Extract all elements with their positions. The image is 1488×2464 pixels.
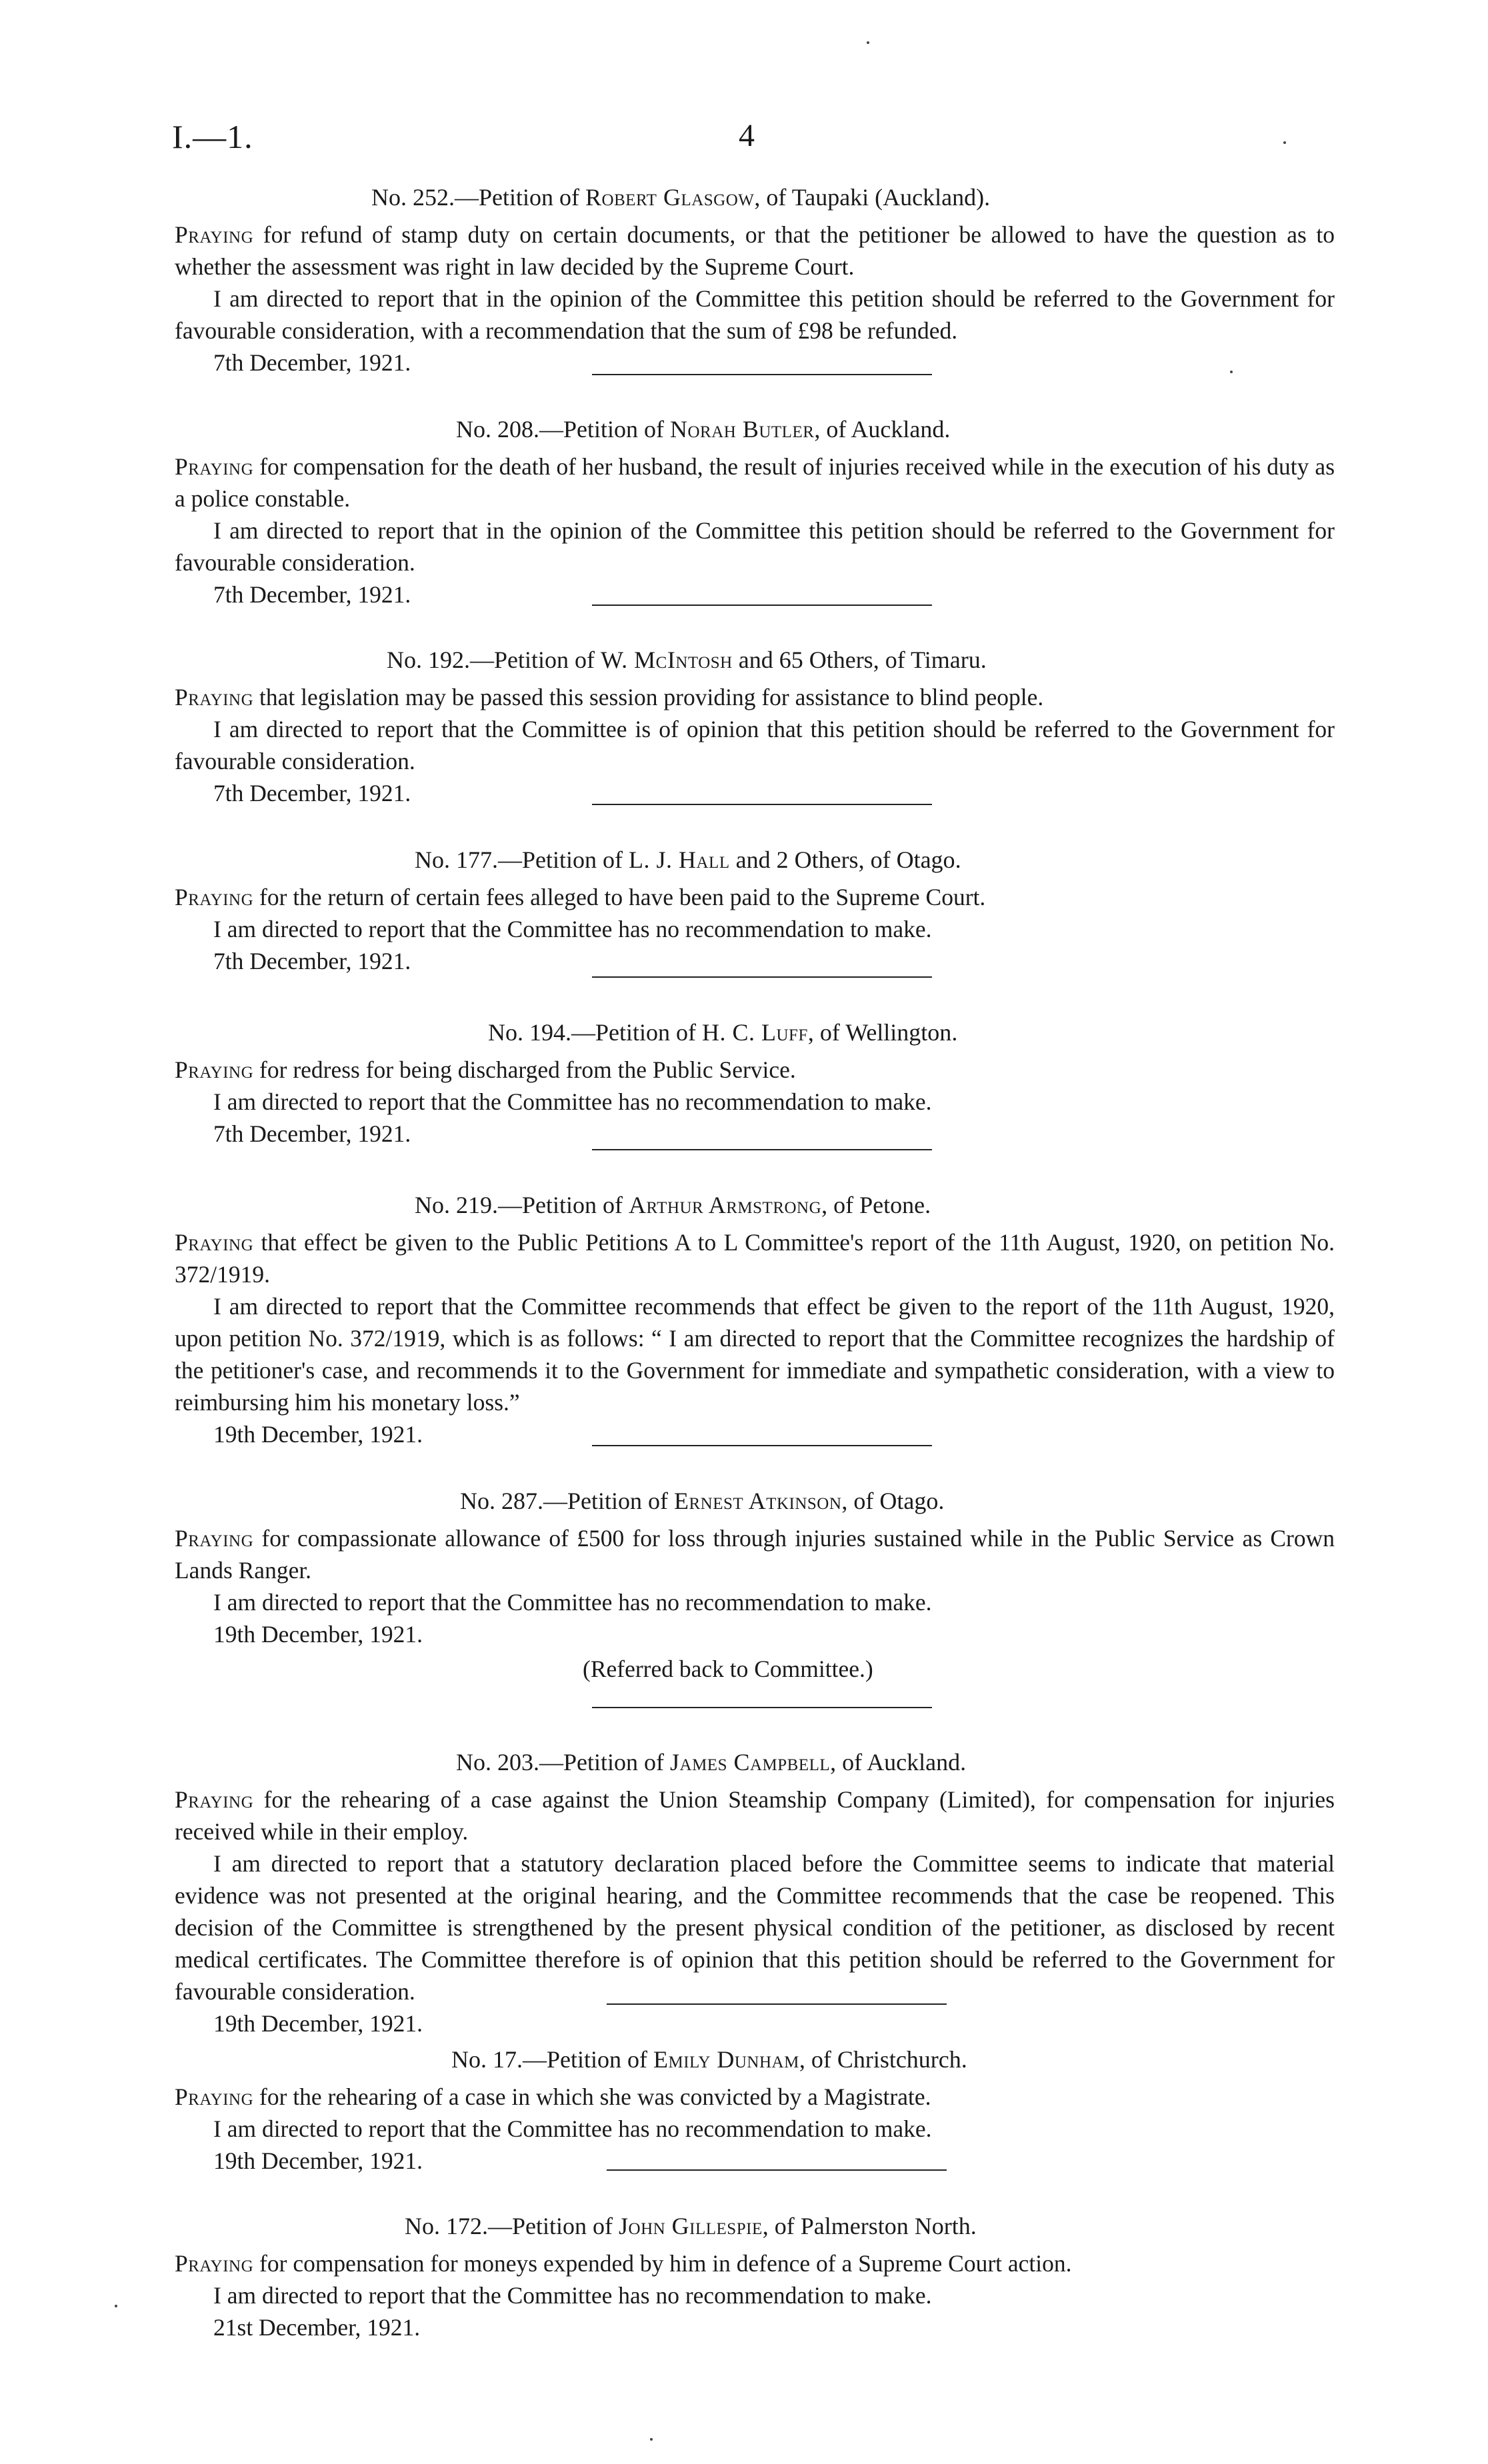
- report-paragraph: I am directed to report that a statutory declaration placed before the Committee seems to indicate that material evidence was not presented at the original hearing, and the Committee recommends that the case be reopened. This decision of the Committee is strengthened by the present physical condition of the petitioner, as disclosed by recent medical certificates. The Committee therefore is of opinion that this petition should be referred to the Government for favourable consideration.: [175, 1850, 1335, 2005]
- petition-title: No. 219.—Petition of Arthur Armstrong, of Petone.: [415, 1192, 931, 1218]
- petitioner-name: John Gillespie: [619, 2213, 763, 2239]
- petition-title: No. 208.—Petition of Norah Butler, of Auckland.: [456, 416, 951, 443]
- petition-number: No. 203.: [456, 1749, 539, 1776]
- report-date: 19th December, 1921.: [213, 2147, 423, 2174]
- petitioner-name: Arthur Armstrong: [629, 1192, 822, 1218]
- petitioner-location: Palmerston North: [800, 2213, 971, 2239]
- petition-number: No. 219.: [415, 1192, 498, 1218]
- report-paragraph: I am directed to report that the Committee recommends that effect be given to the report of the 11th August, 1920, upon petition No. 372/1919, which is as follows: “ I am directed to report that the Committee recognizes the hardship of the petitioner's case, and recommends it to the Government for immediate and sympathetic consideration, with a view to reimbursing him his monetary loss.”: [175, 1293, 1335, 1416]
- report-paragraph: I am directed to report that the Committee has no recommendation to make.: [213, 2282, 932, 2309]
- petition-section: [175, 1016, 1335, 1150]
- praying-word: Praying: [175, 1229, 254, 1256]
- petitioner-name: Norah Butler: [670, 416, 815, 443]
- series-code: I.—1.: [172, 118, 253, 155]
- praying-word: Praying: [175, 221, 254, 248]
- report-paragraph: I am directed to report that the Committee has no recommendation to make.: [213, 1088, 932, 1115]
- prayer-paragraph: [175, 451, 1335, 515]
- prayer-paragraph: [175, 1784, 1335, 1848]
- prayer-paragraph: [175, 1226, 1335, 1290]
- prayer-text: for the return of certain fees alleged to have been paid to the Supreme Court.: [259, 884, 986, 910]
- report-date: 19th December, 1921.: [213, 1421, 423, 1448]
- petitioner-location: Auckland: [867, 1749, 961, 1776]
- praying-word: Praying: [175, 2250, 254, 2277]
- petition-number: No. 17.: [451, 2046, 523, 2073]
- praying-word: Praying: [175, 884, 254, 910]
- prayer-paragraph: [175, 2247, 1335, 2279]
- petition-section: [175, 181, 1335, 379]
- praying-word: Praying: [175, 1525, 254, 1552]
- report-paragraph: I am directed to report that in the opinion of the Committee this petition should be referred to the Government for favourable consideration.: [175, 517, 1335, 576]
- report-date: 7th December, 1921.: [213, 948, 411, 974]
- referral-note: (Referred back to Committee.): [583, 1656, 873, 1682]
- prayer-text: for refund of stamp duty on certain documents, or that the petitioner be allowed to have the question as to whether the assessment was right in law decided by the Supreme Court.: [175, 221, 1335, 280]
- petition-title: No. 203.—Petition of James Campbell, of Auckland.: [456, 1749, 967, 1776]
- praying-word: Praying: [175, 684, 254, 710]
- praying-word: Praying: [175, 453, 254, 480]
- petitioner-extra: and 2 Others: [729, 846, 859, 873]
- report-paragraph: I am directed to report that the Committee has no recommendation to make.: [213, 916, 932, 942]
- scan-speck: [115, 2305, 117, 2307]
- prayer-text: for redress for being discharged from the Public Service.: [259, 1056, 796, 1083]
- petition-section: [175, 1485, 1335, 1685]
- petitioner-name: Ernest Atkinson: [674, 1488, 842, 1514]
- scan-speck: [867, 41, 869, 44]
- section-divider: [607, 2003, 947, 2005]
- section-divider: [592, 804, 932, 805]
- petition-number: No. 252.: [371, 184, 455, 211]
- petitioner-name: Emily Dunham: [653, 2046, 799, 2073]
- prayer-text: for compensation for the death of her husband, the result of injuries received while in the execution of his duty as a police constable.: [175, 453, 1335, 512]
- praying-word: Praying: [175, 1056, 254, 1083]
- petitioner-name: James Campbell: [670, 1749, 831, 1776]
- report-paragraph: I am directed to report that the Committee is of opinion that this petition should be referred to the Government for favourable consideration.: [175, 716, 1335, 774]
- prayer-text: that effect be given to the Public Petitions A to L Committee's report of the 11th August, 1920, on petition No. 372/1919.: [175, 1229, 1335, 1288]
- petition-section: [175, 1189, 1335, 1450]
- petition-number: No. 194.: [488, 1019, 571, 1046]
- prayer-text: for the rehearing of a case against the Union Steamship Company (Limited), for compensation for injuries received while in their employ.: [175, 1786, 1335, 1845]
- petition-title: No. 177.—Petition of L. J. Hall and 2 Others, of Otago.: [415, 846, 961, 873]
- section-divider: [592, 1149, 932, 1150]
- petition-section: [175, 413, 1335, 611]
- section-divider: [592, 605, 932, 606]
- petitioner-extra: and 65 Others: [732, 646, 873, 673]
- report-paragraph: I am directed to report that the Committee has no recommendation to make.: [213, 1589, 932, 1616]
- petition-title: No. 287.—Petition of Ernest Atkinson, of Otago.: [460, 1488, 945, 1514]
- petition-number: No. 208.: [456, 416, 539, 443]
- petition-title: No. 172.—Petition of John Gillespie, of Palmerston North.: [405, 2213, 977, 2239]
- petition-title: No. 192.—Petition of W. McIntosh and 65 Others, of Timaru.: [387, 646, 987, 673]
- section-divider: [592, 374, 932, 375]
- report-paragraph: I am directed to report that the Committee has no recommendation to make.: [213, 2115, 932, 2142]
- petitioner-name: L. J. Hall: [629, 846, 730, 873]
- petitioner-location: Otago: [896, 846, 955, 873]
- petition-title: No. 194.—Petition of H. C. Luff, of Wellington.: [488, 1019, 958, 1046]
- section-divider: [592, 976, 932, 978]
- section-divider: [607, 2169, 947, 2171]
- prayer-text: for the rehearing of a case in which she was convicted by a Magistrate.: [259, 2083, 931, 2110]
- page-number: 4: [739, 118, 755, 153]
- section-divider: [592, 1707, 932, 1708]
- report-date: 21st December, 1921.: [213, 2314, 421, 2341]
- report-date: 7th December, 1921.: [213, 1120, 411, 1147]
- petitioner-location: Otago: [879, 1488, 939, 1514]
- petitioner-location: Christchurch: [837, 2046, 961, 2073]
- prayer-text: for compensation for moneys expended by him in defence of a Supreme Court action.: [259, 2250, 1072, 2277]
- petitioner-location: Wellington: [845, 1019, 952, 1046]
- report-date: 19th December, 1921.: [213, 1621, 423, 1648]
- prayer-paragraph: [175, 881, 1335, 913]
- petition-number: No. 287.: [460, 1488, 543, 1514]
- report-paragraph: I am directed to report that in the opinion of the Committee this petition should be referred to the Government for favourable consideration, with a recommendation that the sum of £98 be refunded.: [175, 285, 1335, 344]
- petitioner-location: Taupaki (Auckland): [791, 184, 985, 211]
- scan-speck: [1283, 141, 1286, 144]
- prayer-paragraph: [175, 681, 1335, 713]
- petitioner-location: Auckland: [851, 416, 945, 443]
- petitioner-name: W. McIntosh: [601, 646, 733, 673]
- petition-section: [175, 844, 1335, 977]
- prayer-paragraph: [175, 2081, 1335, 2113]
- report-date: 7th December, 1921.: [213, 581, 411, 608]
- petition-title: No. 17.—Petition of Emily Dunham, of Christchurch.: [451, 2046, 967, 2073]
- prayer-paragraph: [175, 1054, 1335, 1086]
- prayer-text: for compassionate allowance of £500 for loss through injuries sustained while in the Public Service as Crown Lands Ranger.: [175, 1525, 1335, 1584]
- petition-title: No. 252.—Petition of Robert Glasgow, of Taupaki (Auckland).: [371, 184, 991, 211]
- petition-section: [175, 2043, 1335, 2177]
- report-date: 19th December, 1921.: [213, 2010, 423, 2037]
- petitioner-name: Robert Glasgow: [585, 184, 755, 211]
- report-date: 7th December, 1921.: [213, 780, 411, 806]
- prayer-paragraph: [175, 219, 1335, 283]
- scan-speck: [650, 2438, 653, 2441]
- report-date: 7th December, 1921.: [213, 349, 411, 376]
- praying-word: Praying: [175, 2083, 254, 2110]
- petitioner-location: Petone: [859, 1192, 925, 1218]
- petition-section: [175, 644, 1335, 809]
- prayer-text: that legislation may be passed this session providing for assistance to blind people.: [259, 684, 1044, 710]
- petitioner-name: H. C. Luff: [702, 1019, 808, 1046]
- petition-number: No. 172.: [405, 2213, 488, 2239]
- petition-number: No. 177.: [415, 846, 498, 873]
- section-divider: [592, 1445, 932, 1446]
- petition-section: [175, 2210, 1335, 2343]
- petition-section: [175, 1746, 1335, 2039]
- praying-word: Praying: [175, 1786, 254, 1813]
- petition-number: No. 192.: [387, 646, 470, 673]
- scan-speck: [1230, 371, 1233, 373]
- petitioner-location: Timaru: [911, 646, 981, 673]
- prayer-paragraph: [175, 1522, 1335, 1586]
